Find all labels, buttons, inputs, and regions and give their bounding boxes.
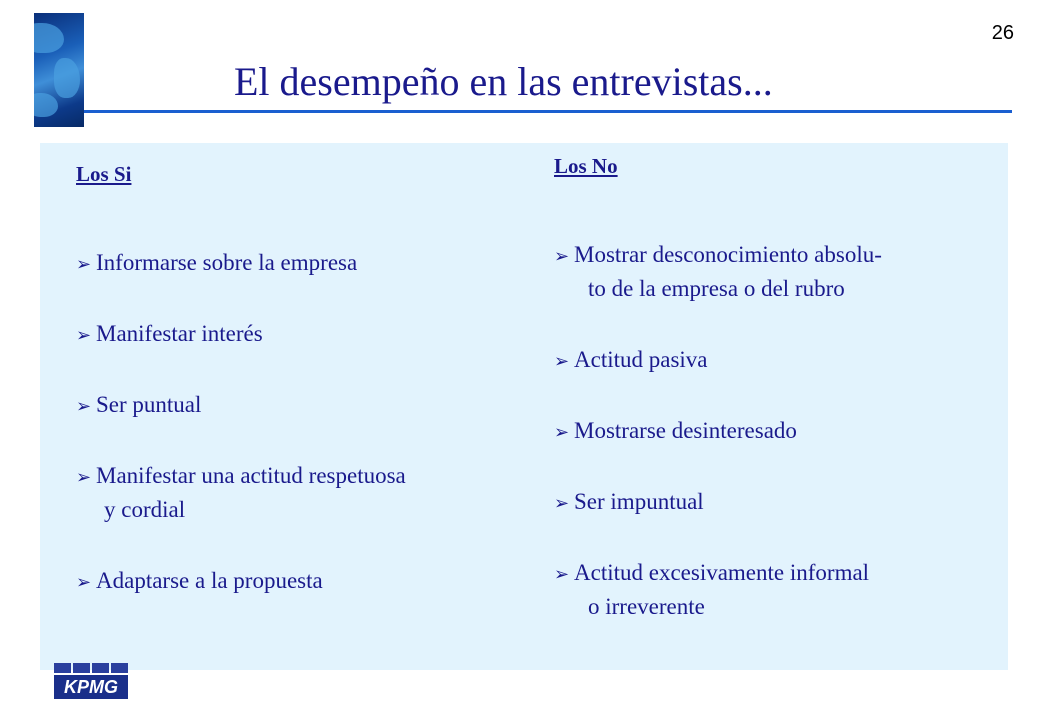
list-item-continuation: o irreverente (588, 594, 705, 619)
arrow-bullet-icon: ➢ (554, 564, 570, 584)
list-item (554, 344, 882, 377)
arrow-bullet-icon: ➢ (554, 351, 570, 371)
list-item-text: Adaptarse a la propuesta (96, 568, 323, 593)
list-item-text: Manifestar una actitud respetuosa (96, 463, 406, 488)
list-item (76, 318, 406, 351)
list-item-text: Ser puntual (96, 392, 202, 417)
list-item-continuation: y cordial (104, 497, 186, 522)
kpmg-logo-text: KPMG (54, 675, 128, 699)
arrow-bullet-icon: ➢ (76, 396, 92, 416)
list-item (76, 460, 406, 527)
list-item-text: Mostrar desconocimiento absolu- (574, 242, 882, 267)
list-item-text: Actitud pasiva (574, 347, 708, 372)
slide-title: El desempeño en las entrevistas... (234, 59, 773, 104)
list-item-continuation: to de la empresa o del rubro (588, 276, 845, 301)
list-item (554, 557, 882, 624)
list-item-text: Actitud excesivamente informal (574, 560, 870, 585)
left-column-heading: Los Si (76, 162, 132, 186)
list-item (76, 565, 406, 598)
globe-image (34, 13, 84, 127)
left-column (76, 162, 406, 636)
arrow-bullet-icon: ➢ (76, 325, 92, 345)
list-item (554, 239, 882, 306)
arrow-bullet-icon: ➢ (554, 493, 570, 513)
arrow-bullet-icon: ➢ (76, 467, 92, 487)
right-column (554, 154, 882, 662)
arrow-bullet-icon: ➢ (554, 422, 570, 442)
list-item (554, 415, 882, 448)
list-item-text: Ser impuntual (574, 489, 704, 514)
arrow-bullet-icon: ➢ (76, 254, 92, 274)
list-item-text: Manifestar interés (96, 321, 263, 346)
title-underline (84, 110, 1012, 113)
arrow-bullet-icon: ➢ (76, 572, 92, 592)
arrow-bullet-icon: ➢ (554, 246, 570, 266)
list-item (76, 247, 406, 280)
right-column-heading: Los No (554, 154, 618, 178)
list-item-text: Informarse sobre la empresa (96, 250, 358, 275)
list-item (554, 486, 882, 519)
page-number: 26 (991, 22, 1014, 44)
list-item-text: Mostrarse desinteresado (574, 418, 797, 443)
list-item (76, 389, 406, 422)
kpmg-logo (54, 663, 128, 701)
